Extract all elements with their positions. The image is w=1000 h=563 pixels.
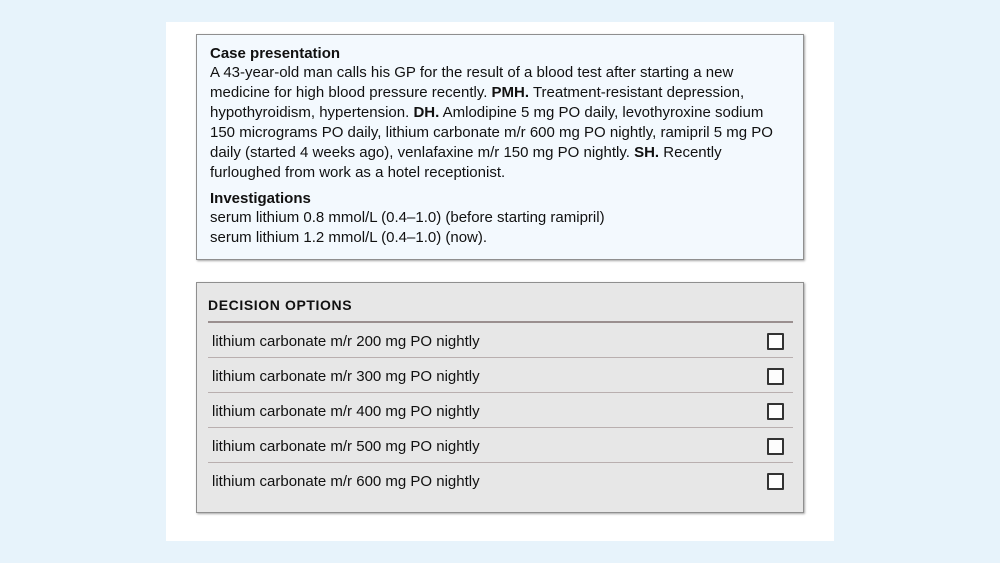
case-presentation-title: Case presentation bbox=[210, 45, 341, 62]
pmh-label: PMH. bbox=[491, 84, 530, 101]
option-row[interactable] bbox=[208, 463, 793, 498]
case-text-intro: A 43-year-old man calls his GP for the result of a blood test after starting a new medicine for high blood pressure recently. bbox=[210, 64, 734, 101]
dh-label: DH. bbox=[413, 104, 440, 121]
option-label: lithium carbonate m/r 400 mg PO nightly bbox=[212, 403, 480, 420]
option-label: lithium carbonate m/r 600 mg PO nightly bbox=[212, 473, 480, 490]
options-list bbox=[208, 323, 793, 498]
sh-text: Recently furloughed from work as a hotel receptionist. bbox=[210, 144, 722, 181]
pmh-text: Treatment-resistant depression, hypothyroidism, hypertension. bbox=[210, 84, 745, 121]
option-checkbox[interactable] bbox=[767, 473, 784, 490]
option-checkbox[interactable] bbox=[767, 403, 784, 420]
option-checkbox[interactable] bbox=[767, 438, 784, 455]
option-label: lithium carbonate m/r 300 mg PO nightly bbox=[212, 368, 480, 385]
option-label: lithium carbonate m/r 500 mg PO nightly bbox=[212, 438, 480, 455]
option-row[interactable] bbox=[208, 358, 793, 393]
case-presentation-text bbox=[210, 63, 790, 183]
option-checkbox[interactable] bbox=[767, 368, 784, 385]
investigations-title: Investigations bbox=[210, 190, 311, 207]
decision-options-panel bbox=[196, 282, 804, 513]
investigation-line: serum lithium 0.8 mmol/L (0.4–1.0) (before starting ramipril) bbox=[210, 209, 605, 226]
option-label: lithium carbonate m/r 200 mg PO nightly bbox=[212, 333, 480, 350]
option-row[interactable] bbox=[208, 393, 793, 428]
sh-label: SH. bbox=[634, 144, 660, 161]
option-row[interactable] bbox=[208, 323, 793, 358]
decision-options-title: DECISION OPTIONS bbox=[208, 297, 353, 313]
option-checkbox[interactable] bbox=[767, 333, 784, 350]
option-row[interactable] bbox=[208, 428, 793, 463]
case-presentation-panel bbox=[196, 34, 804, 260]
dh-text: Amlodipine 5 mg PO daily, levothyroxine sodium 150 micrograms PO daily, lithium carbonate m/r 600 mg PO nightly, ramipril 5 mg PO daily (started 4 weeks ago), venlafaxine m/r 150 mg PO nightly. bbox=[210, 104, 773, 161]
investigation-line: serum lithium 1.2 mmol/L (0.4–1.0) (now). bbox=[210, 229, 488, 246]
